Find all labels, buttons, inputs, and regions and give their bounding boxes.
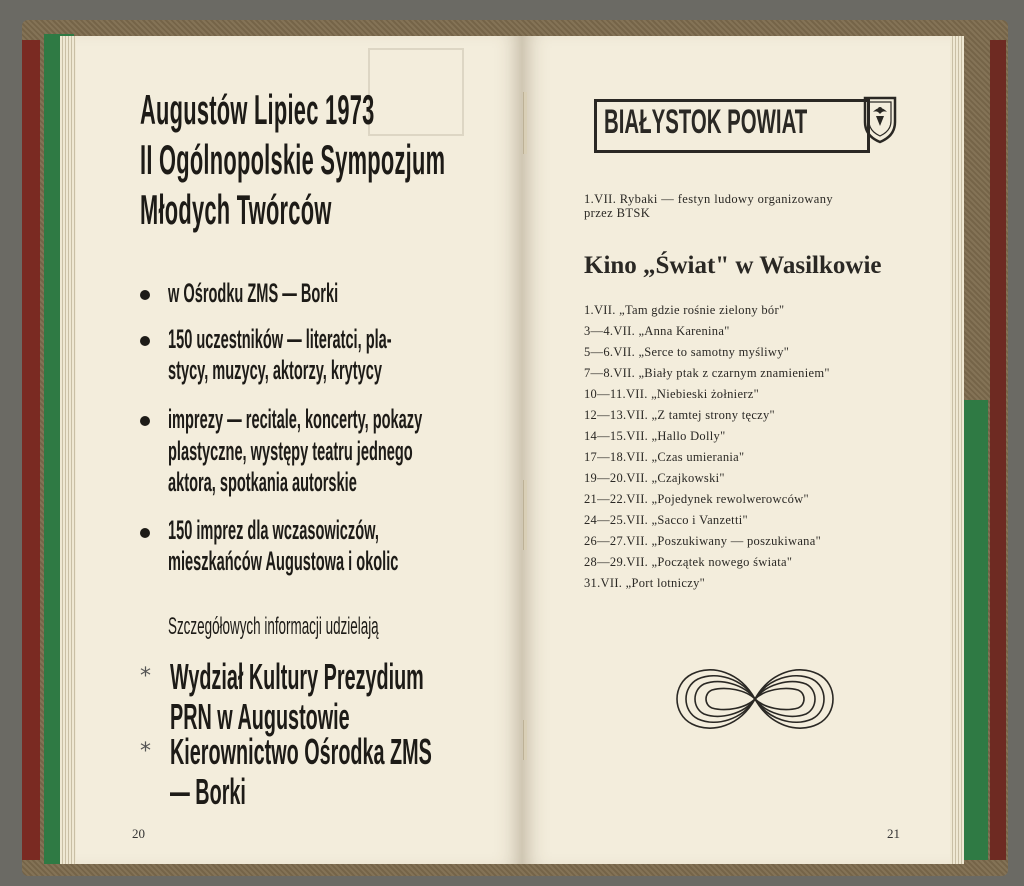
- film-title: „Czas umierania": [651, 450, 745, 464]
- film-row-8: [584, 450, 744, 465]
- asterisk-icon: *: [140, 739, 151, 764]
- film-row-13: [584, 555, 792, 570]
- film-date: 7—8.VII.: [584, 366, 636, 380]
- film-title: „Anna Karenina": [638, 324, 730, 338]
- info-heading: Szczegółowych informacji udzielają: [168, 613, 379, 640]
- film-row-3: [584, 345, 789, 360]
- coat-of-arms-icon: [862, 94, 898, 144]
- infinity-knot-ornament: [670, 660, 840, 738]
- film-row-1: [584, 303, 784, 318]
- film-title: „Pojedynek rewolwerowców": [651, 492, 809, 506]
- kino-heading: Kino „Świat" w Wasilkowie: [584, 252, 882, 279]
- page-number-left: 20: [132, 826, 145, 841]
- contact-1-line-1: Wydział Kultury Prezydium: [170, 656, 424, 697]
- film-title: „Niebieski żołnierz": [651, 387, 760, 401]
- film-date: 26—27.VII.: [584, 534, 649, 548]
- cover-binding-left: [22, 40, 40, 860]
- film-row-2: [584, 324, 730, 339]
- film-title: „Sacco i Vanzetti": [651, 513, 748, 527]
- bullet-4-line-2: mieszkańców Augustowa i okolic: [168, 546, 399, 576]
- bullet-3-line-3: aktora, spotkania autorskie: [168, 467, 357, 497]
- film-title: „Czajkowski": [651, 471, 725, 485]
- film-title: „Biały ptak z czarnym znamieniem": [638, 366, 830, 380]
- film-row-12: [584, 534, 821, 549]
- film-date: 10—11.VII.: [584, 387, 648, 401]
- bullet-dot: [140, 528, 150, 538]
- film-date: 31.VII.: [584, 576, 623, 590]
- contact-1-line-2: PRN w Augustowie: [170, 696, 350, 737]
- title-line-2: II Ogólnopolskie Sympozjum: [140, 136, 446, 183]
- bullet-dot: [140, 416, 150, 426]
- bullet-1-line-1: w Ośrodku ZMS — Borki: [168, 278, 339, 308]
- asterisk-icon: *: [140, 664, 151, 689]
- page-number-right: 21: [887, 826, 900, 841]
- binding-stitch: [523, 92, 527, 154]
- film-date: 21—22.VII.: [584, 492, 649, 506]
- film-date: 14—15.VII.: [584, 429, 649, 443]
- film-row-9: [584, 471, 725, 486]
- film-row-11: [584, 513, 748, 528]
- intro-line-2: przez BTSK: [584, 206, 651, 220]
- show-through-box: [368, 48, 464, 136]
- film-row-5: [584, 387, 759, 402]
- film-row-14: [584, 576, 705, 591]
- bullet-dot: [140, 336, 150, 346]
- film-date: 28—29.VII.: [584, 555, 649, 569]
- contact-2-line-2: — Borki: [170, 771, 246, 812]
- title-line-1: Augustów Lipiec 1973: [140, 86, 375, 133]
- film-date: 12—13.VII.: [584, 408, 649, 422]
- bullet-dot: [140, 290, 150, 300]
- binding-stitch: [523, 720, 527, 760]
- bullet-3-line-1: imprezy — recitale, koncerty, pokazy: [168, 404, 423, 434]
- film-date: 3—4.VII.: [584, 324, 636, 338]
- region-stamp-label: BIAŁYSTOK POWIAT: [604, 103, 808, 141]
- film-row-7: [584, 429, 725, 444]
- film-date: 19—20.VII.: [584, 471, 649, 485]
- film-date: 5—6.VII.: [584, 345, 636, 359]
- film-row-6: [584, 408, 775, 423]
- film-date: 17—18.VII.: [584, 450, 649, 464]
- film-title: „Hallo Dolly": [651, 429, 726, 443]
- bullet-2-line-2: stycy, muzycy, aktorzy, krytycy: [168, 355, 382, 385]
- film-title: „Port lotniczy": [625, 576, 706, 590]
- film-title: „Początek nowego świata": [651, 555, 793, 569]
- film-date: 1.VII.: [584, 303, 616, 317]
- film-title: „Tam gdzie rośnie zielony bór": [619, 303, 785, 317]
- film-row-10: [584, 492, 809, 507]
- film-date: 24—25.VII.: [584, 513, 649, 527]
- title-line-3: Młodych Twórców: [140, 186, 332, 233]
- cover-binding-right: [990, 40, 1006, 860]
- intro-line-1: 1.VII. Rybaki — festyn ludowy organizowany: [584, 192, 834, 206]
- bullet-2-line-1: 150 uczestników — literatci, pla-: [168, 324, 392, 354]
- binding-stitch: [523, 480, 527, 550]
- film-title: „Poszukiwany — poszukiwana": [651, 534, 821, 548]
- bullet-3-line-2: plastyczne, występy teatru jednego: [168, 436, 413, 466]
- film-title: „Serce to samotny myśliwy": [638, 345, 790, 359]
- film-row-4: [584, 366, 830, 381]
- film-title: „Z tamtej strony tęczy": [651, 408, 775, 422]
- contact-2-line-1: Kierownictwo Ośrodka ZMS: [170, 731, 432, 772]
- bullet-4-line-1: 150 imprez dla wczasowiczów,: [168, 515, 379, 545]
